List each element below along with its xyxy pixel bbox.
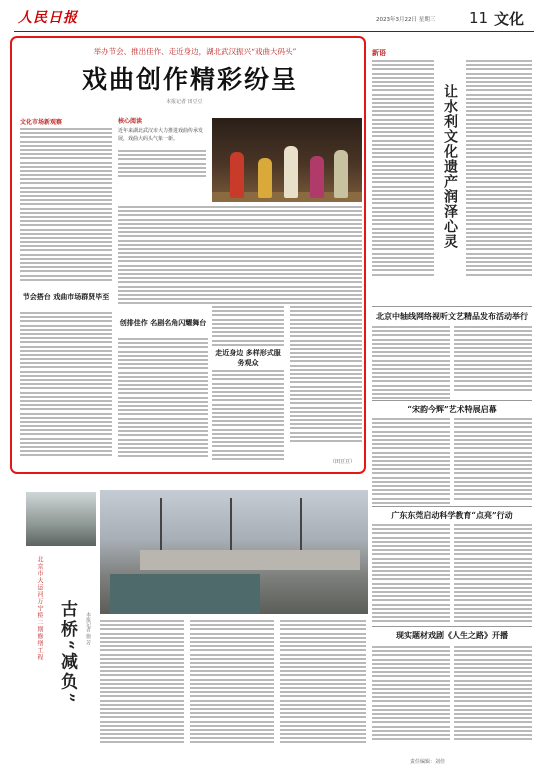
section-heading-1: 节会搭台 戏曲市场群贤毕至 xyxy=(22,292,110,301)
story-3-body-a xyxy=(372,524,450,625)
feature-byline: 本报记者 施 芳 xyxy=(85,612,91,646)
issue-date: 2023年3月22日 星期三 xyxy=(376,17,436,23)
masthead xyxy=(14,6,534,32)
page-footer: 责任编辑：刘佳 xyxy=(410,759,446,765)
article-body-column-1b xyxy=(20,312,112,459)
commentary-body-b xyxy=(466,60,532,278)
story-1-title[interactable]: 北京中轴线网络视听文艺精品发布活动举行 xyxy=(376,311,528,321)
divider xyxy=(372,626,532,627)
commentary-title[interactable]: 让水利文化遗产润泽心灵 xyxy=(442,84,458,249)
story-2-title[interactable]: “宋韵今辉”艺术特展启幕 xyxy=(407,404,497,414)
divider xyxy=(372,400,532,401)
story-4-title[interactable]: 现实题材戏剧《人生之路》开播 xyxy=(396,630,508,640)
feature-subtitle: 北京市大运河万宁桥二期修缮工程 xyxy=(36,556,43,661)
story-2-body-b xyxy=(454,418,532,502)
feature-title[interactable]: 古桥“减负” xyxy=(57,600,77,706)
article-byline: 本报记者 田豆豆 xyxy=(166,99,203,105)
article-body-column-2 xyxy=(118,338,208,459)
article-end-tag: （田豆豆） xyxy=(330,459,356,465)
opera-stage-photo xyxy=(212,118,362,202)
feature-body-b xyxy=(190,620,274,746)
story-1-body-b xyxy=(454,326,532,393)
divider xyxy=(372,506,532,507)
callout-body: 近年来湖北武汉市大力推进戏曲传承发展，戏曲大码头气象一新。 xyxy=(118,128,204,142)
section-name: 文化 xyxy=(494,10,525,28)
article-body-wide xyxy=(118,206,362,307)
story-2-body-a xyxy=(372,418,450,506)
callout-title: 核心阅读 xyxy=(118,118,143,125)
article-body-column-3 xyxy=(212,306,284,348)
feature-body-c xyxy=(280,620,366,746)
article-body-column-1 xyxy=(20,128,112,283)
article-body-column-3b xyxy=(212,370,284,462)
callout-lines xyxy=(118,150,206,179)
article-headline[interactable]: 戏曲创作精彩纷呈 xyxy=(81,65,298,94)
feature-body-a xyxy=(100,620,184,746)
section-heading-3: 走近身边 多样形式服务观众 xyxy=(215,348,281,367)
divider xyxy=(372,306,532,307)
article-kicker: 举办节会、推出佳作、走近身边，湖北武汉振兴“戏曲大码头” xyxy=(93,47,297,56)
section-tag-xinyu: 新语 xyxy=(372,49,386,57)
story-4-body-a xyxy=(372,646,450,742)
story-3-body-b xyxy=(454,524,532,625)
bridge-detail-photo xyxy=(26,492,96,546)
column-tag: 文化市场新观察 xyxy=(20,119,63,126)
ancient-bridge-photo xyxy=(100,490,368,614)
section-heading-2: 创排佳作 名剧名角闪耀舞台 xyxy=(119,318,207,327)
page-number: 11 xyxy=(469,9,489,27)
core-reading-box xyxy=(118,116,208,143)
newspaper-logo: 人民日报 xyxy=(18,10,78,26)
commentary-body-a xyxy=(372,60,434,278)
article-body-column-4 xyxy=(290,306,362,444)
story-1-body-a xyxy=(372,326,450,401)
story-3-title[interactable]: 广东东莞启动科学教育“点亮”行动 xyxy=(391,510,513,520)
story-4-body-b xyxy=(454,646,532,742)
